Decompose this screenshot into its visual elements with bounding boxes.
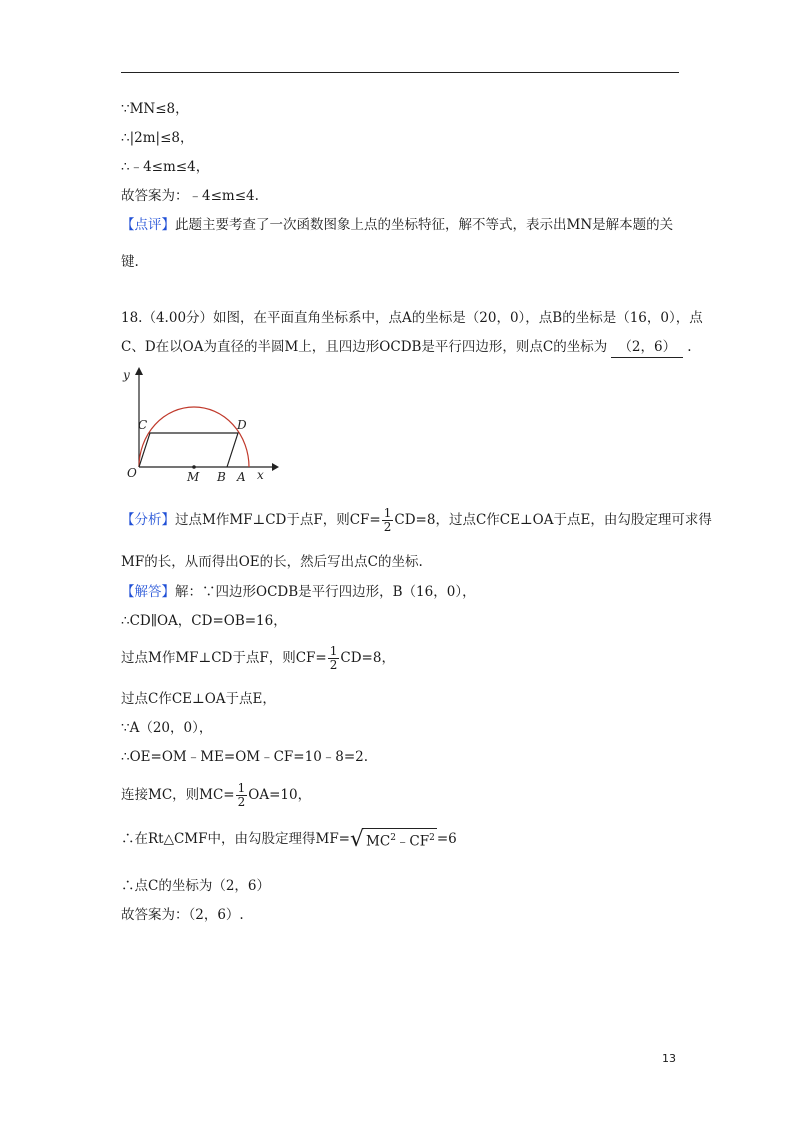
fraction-denominator: 2 — [237, 795, 246, 809]
solution-text: ∴在Rt△CMF中，由勾股定理得MF= — [121, 830, 350, 847]
radical-sign: √ — [350, 826, 365, 852]
label-y: y — [123, 368, 130, 382]
solution-text: 解：∵四边形OCDB是平行四边形，B（16，0）， — [175, 584, 476, 600]
text-line: 键. — [121, 254, 139, 270]
solution-tag: 【解答】 — [121, 584, 175, 600]
page-number: 13 — [662, 1052, 676, 1065]
solution-line: ∴CD∥OA，CD=OB=16， — [121, 613, 287, 629]
y-axis-arrow — [135, 367, 143, 375]
solution-line: 过点C作CE⊥OA于点E， — [121, 691, 276, 707]
fraction-numerator: 1 — [383, 506, 392, 520]
question-line-2 — [121, 337, 692, 358]
analysis-line-1 — [121, 507, 712, 534]
label-a: A — [237, 470, 246, 484]
question-line-1: 18.（4.00分）如图，在平面直角坐标系中，点A的坐标是（20，0），点B的坐标是（16，0），点 — [121, 310, 703, 326]
label-o: O — [127, 466, 137, 480]
exponent: 2 — [390, 833, 396, 843]
radicand — [364, 828, 437, 851]
fraction-numerator: 1 — [237, 781, 246, 795]
analysis-line-2: MF的长，从而得出OE的长，然后写出点C的坐标. — [121, 554, 423, 570]
analysis-text: 过点M作MF⊥CD于点F，则CF= — [175, 512, 381, 528]
label-x: x — [257, 468, 264, 482]
coordinate-figure — [117, 365, 287, 485]
text-line: ∴﹣4≤m≤4， — [121, 159, 210, 175]
answer-blank: （2，6） — [611, 337, 683, 358]
header-rule — [121, 72, 679, 73]
radicand-term: MC — [366, 833, 391, 850]
review-tag: 【点评】 — [121, 217, 175, 233]
fraction-denominator: 2 — [383, 520, 392, 534]
solution-line-1 — [121, 582, 476, 602]
solution-line — [121, 828, 457, 851]
solution-line: 故答案为：（2，6）. — [121, 907, 244, 923]
fraction-half — [382, 507, 394, 534]
solution-text: OA=10， — [248, 787, 312, 803]
fraction-half — [328, 645, 340, 672]
solution-text: CD=8， — [340, 650, 395, 666]
label-d: D — [237, 418, 247, 432]
solution-line: ∴点C的坐标为（2，6） — [121, 878, 271, 894]
analysis-text: CD=8，过点C作CE⊥OA于点E，由勾股定理可求得 — [394, 512, 712, 528]
solution-line: ∴OE=OM﹣ME=OM﹣CF=10﹣8=2. — [121, 749, 369, 765]
exponent: 2 — [429, 833, 435, 843]
solution-line — [121, 645, 395, 672]
text-line: 故答案为：﹣4≤m≤4. — [121, 188, 259, 204]
point-m — [192, 465, 196, 469]
question-end: . — [687, 339, 692, 355]
label-b: B — [217, 470, 226, 484]
review-text: 此题主要考查了一次函数图象上点的坐标特征，解不等式，表示出MN是解本题的关 — [175, 217, 674, 233]
semicircle-m — [139, 407, 249, 467]
analysis-tag: 【分析】 — [121, 512, 175, 528]
fraction-denominator: 2 — [329, 658, 338, 672]
solution-text: 连接MC，则MC= — [121, 787, 235, 803]
square-root — [350, 828, 437, 851]
text-line: ∴|2m|≤8， — [121, 130, 194, 146]
review-paragraph — [121, 215, 673, 235]
parallelogram-ocdb — [139, 433, 238, 467]
fraction-numerator: 1 — [329, 644, 338, 658]
text-line: ∵MN≤8， — [121, 101, 189, 117]
question-text: C、D在以OA为直径的半圆M上，且四边形OCDB是平行四边形，则点C的坐标为 — [121, 339, 608, 355]
solution-text: =6 — [436, 830, 457, 847]
solution-line: ∵A（20，0）， — [121, 720, 213, 736]
x-axis-arrow — [272, 463, 279, 471]
solution-line — [121, 782, 311, 809]
label-m: M — [187, 470, 200, 484]
fraction-half — [236, 782, 248, 809]
radicand-term: ﹣CF — [395, 833, 430, 850]
solution-text: 过点M作MF⊥CD于点F，则CF= — [121, 650, 327, 666]
label-c: C — [138, 418, 148, 432]
